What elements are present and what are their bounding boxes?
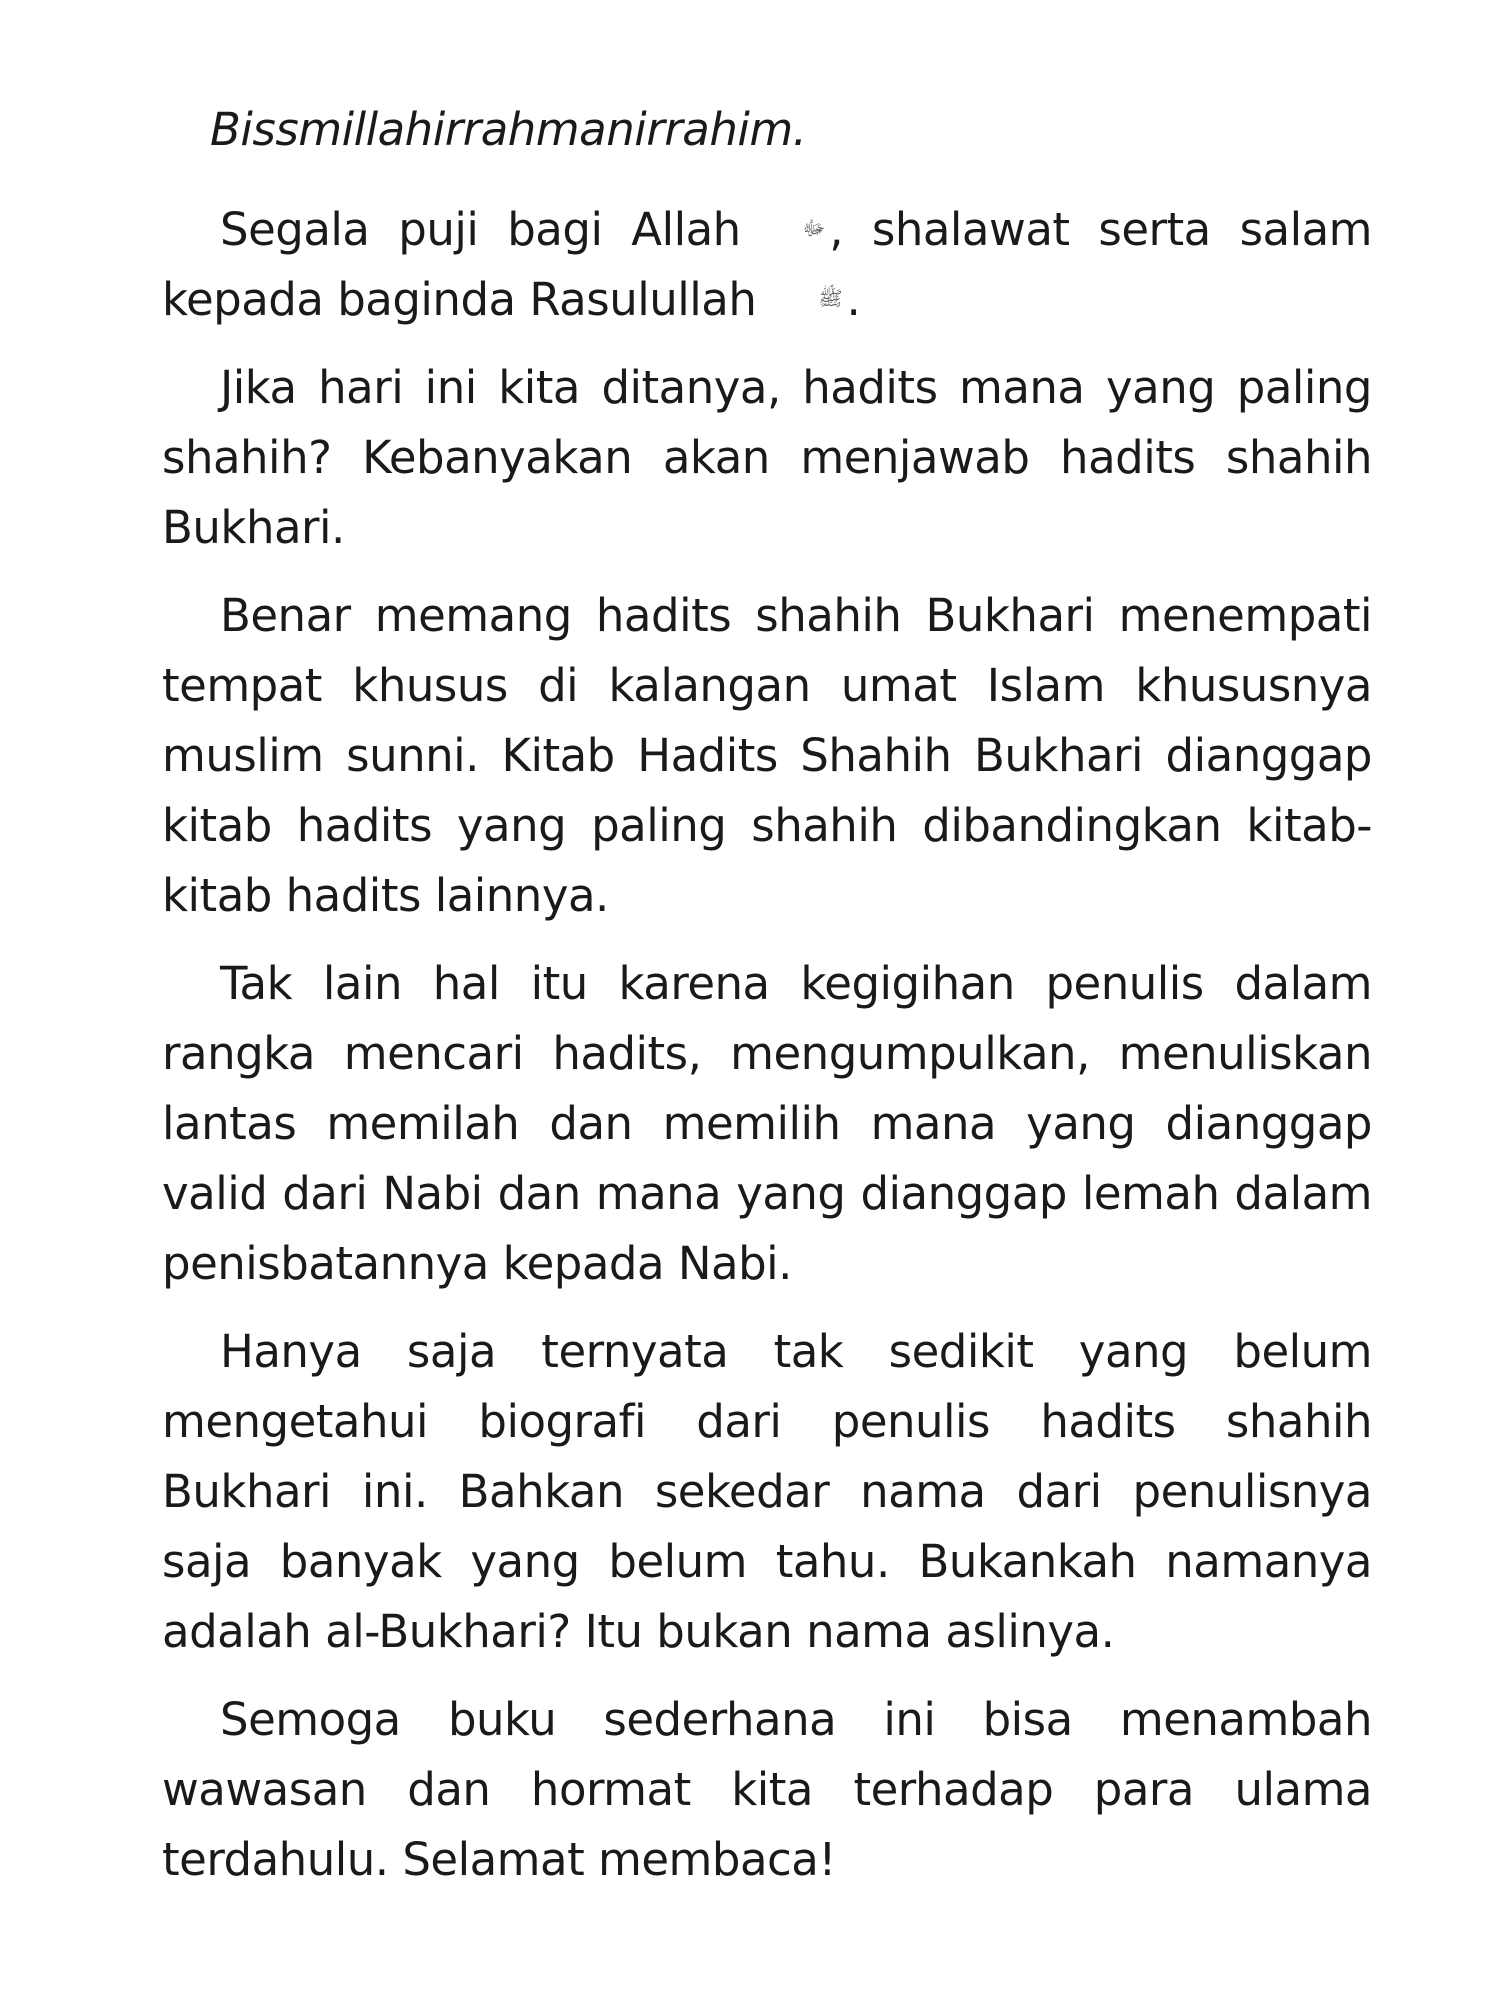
basmalah-line: Bissmillahirrahmanirrahim. <box>210 103 807 156</box>
paragraph-bukhari-status: Benar memang hadits shahih Bukhari menempati tempat khusus di kalangan umat Islam khususnya muslim sunni. Kitab Hadits Shahih Bukhari dianggap kitab hadits yang paling shahih dibandingkan kitab-kitab hadits lainnya. <box>162 589 1372 922</box>
paragraph-author-effort: Tak lain hal itu karena kegigihan penulis dalam rangka mencari hadits, mengumpulkan, menuliskan lantas memilah dan memilih mana yang dianggap valid dari Nabi dan mana yang dianggap lemah dalam penisbatannya kepada Nabi. <box>162 957 1372 1290</box>
rasul-honorific-icon: ﷺ <box>818 286 843 310</box>
paragraph-question: Jika hari ini kita ditanya, hadits mana yang paling shahih? Kebanyakan akan menjawab hadits shahih Bukhari. <box>162 361 1372 554</box>
shalawat-text: , shalawat serta salam kepada baginda Rasulullah <box>162 203 1372 326</box>
praise-text: Segala puji bagi Allah <box>220 203 741 256</box>
paragraph-biography: Hanya saja ternyata tak sedikit yang belum mengetahui biografi dari penulis hadits shahih Bukhari ini. Bahkan sekedar nama dari penulisnya saja banyak yang belum tahu. Bukankah namanya adalah al-Bukhari? Itu bukan nama aslinya. <box>162 1325 1372 1658</box>
paragraph-opening-praise <box>162 195 1372 335</box>
allah-honorific-icon: ﷻ <box>802 216 826 240</box>
sentence-end: . <box>846 273 861 326</box>
book-page <box>162 95 1372 1913</box>
paragraph-closing: Semoga buku sederhana ini bisa menambah wawasan dan hormat kita terhadap para ulama terdahulu. Selamat membaca! <box>162 1693 1372 1886</box>
